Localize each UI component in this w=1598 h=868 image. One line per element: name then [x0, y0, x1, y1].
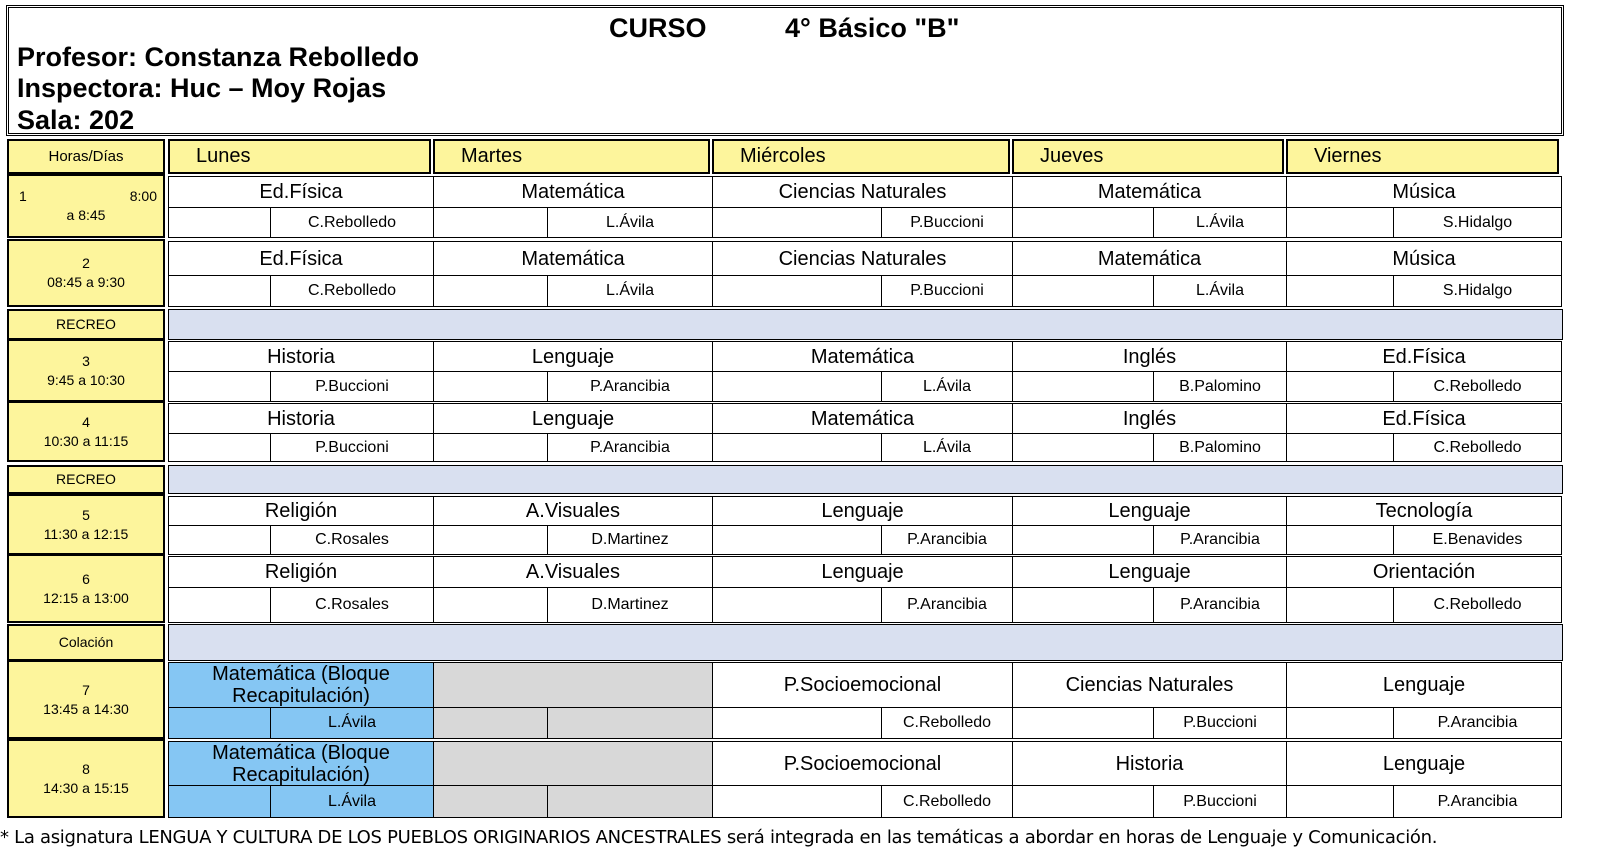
subject-cell: [433, 741, 713, 786]
teacher-spacer: [433, 433, 548, 462]
profesor-line: Profesor: Constanza Rebolledo: [17, 42, 420, 72]
teacher-cell: S.Hidalgo: [1393, 207, 1562, 238]
subject-cell: Música: [1286, 241, 1562, 276]
period-number: 8: [82, 760, 90, 777]
teacher-cell: [547, 707, 713, 739]
teacher-spacer: [1012, 371, 1154, 402]
teacher-cell: L.Ávila: [1153, 207, 1287, 238]
teacher-spacer: [712, 587, 882, 623]
teacher-cell: C.Rebolledo: [1393, 433, 1562, 462]
teacher-spacer: [1286, 371, 1394, 402]
subject-cell: Religión: [168, 556, 434, 588]
period-number: 5: [82, 506, 90, 523]
teacher-spacer: [168, 587, 271, 623]
teacher-spacer: [433, 525, 548, 555]
teacher-cell: P.Arancibia: [1393, 785, 1562, 818]
period-label-2: [7, 239, 165, 307]
subject-cell: Ed.Física: [1286, 341, 1562, 372]
teacher-spacer: [1286, 207, 1394, 238]
teacher-spacer: [712, 525, 882, 555]
teacher-cell: L.Ávila: [270, 785, 434, 818]
period-label-3: [7, 339, 165, 402]
period-time: a 8:45: [66, 207, 106, 223]
day-header-0: Lunes: [168, 139, 431, 174]
teacher-cell: C.Rebolledo: [270, 207, 434, 238]
teacher-spacer: [1286, 525, 1394, 555]
teacher-cell: P.Buccioni: [270, 371, 434, 402]
teacher-cell: P.Buccioni: [881, 275, 1013, 307]
teacher-spacer: [1286, 433, 1394, 462]
teacher-spacer: [712, 785, 882, 818]
teacher-cell: P.Arancibia: [547, 371, 713, 402]
subject-cell: Historia: [168, 341, 434, 372]
subject-cell: Lenguaje: [1286, 741, 1562, 786]
teacher-cell: C.Rebolledo: [1393, 587, 1562, 623]
subject-cell: Lenguaje: [712, 496, 1013, 526]
subject-cell: Matemática: [712, 341, 1013, 372]
period-label-6: [7, 554, 165, 623]
teacher-cell: C.Rebolledo: [881, 785, 1013, 818]
subject-cell: Religión: [168, 496, 434, 526]
break-label-2: Colación: [7, 624, 165, 661]
day-header-3: Jueves: [1012, 139, 1284, 174]
subject-cell: Ciencias Naturales: [1012, 662, 1287, 708]
subject-cell: [433, 662, 713, 708]
teacher-cell: L.Ávila: [547, 207, 713, 238]
period-time: 13:45 a 14:30: [43, 700, 129, 717]
teacher-spacer: [168, 433, 271, 462]
teacher-spacer: [712, 207, 882, 238]
teacher-spacer: [433, 785, 548, 818]
period-label-1: [7, 174, 165, 238]
subject-cell: Historia: [168, 403, 434, 434]
teacher-cell: P.Buccioni: [270, 433, 434, 462]
break-band-0: [168, 309, 1563, 340]
subject-cell: Lenguaje: [712, 556, 1013, 588]
corner-header: Horas/Días: [7, 139, 165, 174]
subject-cell: Matemática (Bloque Recapitulación): [168, 662, 434, 708]
period-time: 08:45 a 9:30: [47, 274, 125, 290]
period-num-text: 1: [19, 188, 27, 204]
curso-value: 4° Básico "B": [785, 13, 960, 43]
teacher-spacer: [168, 785, 271, 818]
teacher-cell: L.Ávila: [547, 275, 713, 307]
teacher-cell: B.Palomino: [1153, 371, 1287, 402]
teacher-spacer: [1012, 207, 1154, 238]
teacher-cell: P.Buccioni: [1153, 785, 1287, 818]
subject-cell: Historia: [1012, 741, 1287, 786]
teacher-spacer: [1012, 587, 1154, 623]
teacher-spacer: [168, 371, 271, 402]
teacher-spacer: [712, 433, 882, 462]
period-label-7: [7, 660, 165, 739]
subject-cell: Lenguaje: [433, 403, 713, 434]
teacher-cell: C.Rebolledo: [881, 707, 1013, 739]
teacher-spacer: [433, 371, 548, 402]
subject-cell: Inglés: [1012, 341, 1287, 372]
subject-cell: Matemática: [1012, 241, 1287, 276]
teacher-spacer: [1012, 275, 1154, 307]
teacher-cell: C.Rebolledo: [270, 275, 434, 307]
teacher-cell: L.Ávila: [1153, 275, 1287, 307]
subject-cell: Orientación: [1286, 556, 1562, 588]
teacher-spacer: [168, 525, 271, 555]
day-header-2: Miércoles: [712, 139, 1010, 174]
sala-line: Sala: 202: [17, 105, 135, 135]
teacher-spacer: [1012, 525, 1154, 555]
period-number: 3: [82, 352, 90, 369]
teacher-cell: P.Arancibia: [881, 587, 1013, 623]
teacher-cell: P.Arancibia: [547, 433, 713, 462]
teacher-cell: P.Arancibia: [1393, 707, 1562, 739]
teacher-spacer: [433, 207, 548, 238]
subject-cell: Tecnología: [1286, 496, 1562, 526]
subject-cell: Ed.Física: [1286, 403, 1562, 434]
period-label-8: [7, 739, 165, 818]
subject-cell: Lenguaje: [433, 341, 713, 372]
period-time: 10:30 a 11:15: [43, 432, 129, 449]
teacher-spacer: [1286, 785, 1394, 818]
subject-cell: Matemática: [712, 403, 1013, 434]
teacher-cell: P.Buccioni: [1153, 707, 1287, 739]
teacher-spacer: [1286, 707, 1394, 739]
subject-cell: A.Visuales: [433, 556, 713, 588]
teacher-cell: L.Ávila: [881, 371, 1013, 402]
teacher-spacer: [1286, 275, 1394, 307]
teacher-spacer: [168, 275, 271, 307]
teacher-spacer: [433, 707, 548, 739]
teacher-spacer: [1286, 587, 1394, 623]
teacher-cell: P.Arancibia: [1153, 587, 1287, 623]
teacher-cell: D.Martinez: [547, 587, 713, 623]
subject-cell: Inglés: [1012, 403, 1287, 434]
day-header-4: Viernes: [1286, 139, 1559, 174]
teacher-cell: C.Rosales: [270, 525, 434, 555]
period-time: 14:30 a 15:15: [43, 779, 129, 796]
teacher-cell: P.Arancibia: [1153, 525, 1287, 555]
subject-cell: Matemática (Bloque Recapitulación): [168, 741, 434, 786]
period-time: 11:30 a 12:15: [43, 525, 129, 542]
subject-cell: Matemática: [433, 241, 713, 276]
teacher-spacer: [712, 371, 882, 402]
subject-cell: Matemática: [433, 176, 713, 208]
subject-cell: Lenguaje: [1286, 662, 1562, 708]
teacher-cell: C.Rosales: [270, 587, 434, 623]
teacher-cell: B.Palomino: [1153, 433, 1287, 462]
subject-cell: Lenguaje: [1012, 556, 1287, 588]
subject-cell: P.Socioemocional: [712, 662, 1013, 708]
subject-cell: Ed.Física: [168, 176, 434, 208]
subject-cell: Ciencias Naturales: [712, 241, 1013, 276]
teacher-spacer: [433, 587, 548, 623]
period-number: 6: [82, 570, 90, 587]
teacher-cell: D.Martinez: [547, 525, 713, 555]
period-number: 7: [82, 681, 90, 698]
teacher-spacer: [1012, 785, 1154, 818]
subject-cell: Ed.Física: [168, 241, 434, 276]
teacher-spacer: [168, 707, 271, 739]
teacher-spacer: [433, 275, 548, 307]
day-header-1: Martes: [433, 139, 710, 174]
footnote: * La asignatura LENGUA Y CULTURA DE LOS PUEBLOS ORIGINARIOS ANCESTRALES será integrada en las temáticas a abordar en horas de Lenguaje y Comunicación.: [0, 827, 1438, 848]
teacher-cell: L.Ávila: [270, 707, 434, 739]
period-number: 2: [82, 255, 90, 271]
teacher-spacer: [712, 275, 882, 307]
teacher-cell: L.Ávila: [881, 433, 1013, 462]
teacher-cell: P.Buccioni: [881, 207, 1013, 238]
teacher-cell: [547, 785, 713, 818]
period-time: 12:15 a 13:00: [43, 589, 129, 606]
inspectora-line: Inspectora: Huc – Moy Rojas: [17, 73, 387, 103]
schedule-header: [6, 5, 1564, 136]
subject-cell: Matemática: [1012, 176, 1287, 208]
period-label-4: [7, 401, 165, 462]
subject-cell: Música: [1286, 176, 1562, 208]
period-number: [9, 187, 163, 206]
teacher-cell: C.Rebolledo: [1393, 371, 1562, 402]
teacher-spacer: [1012, 707, 1154, 739]
teacher-spacer: [712, 707, 882, 739]
teacher-cell: E.Benavides: [1393, 525, 1562, 555]
period-number: 4: [82, 413, 90, 430]
break-band-2: [168, 624, 1563, 661]
teacher-cell: S.Hidalgo: [1393, 275, 1562, 307]
subject-cell: P.Socioemocional: [712, 741, 1013, 786]
teacher-spacer: [1012, 433, 1154, 462]
subject-cell: Ciencias Naturales: [712, 176, 1013, 208]
break-label-1: RECREO: [7, 465, 165, 494]
teacher-cell: P.Arancibia: [881, 525, 1013, 555]
period-start: 8:00: [129, 188, 157, 204]
curso-label: CURSO: [609, 13, 707, 43]
teacher-spacer: [168, 207, 271, 238]
subject-cell: A.Visuales: [433, 496, 713, 526]
break-band-1: [168, 465, 1563, 494]
period-time: 9:45 a 10:30: [47, 371, 125, 388]
subject-cell: Lenguaje: [1012, 496, 1287, 526]
break-label-0: RECREO: [7, 309, 165, 340]
period-label-5: [7, 494, 165, 555]
